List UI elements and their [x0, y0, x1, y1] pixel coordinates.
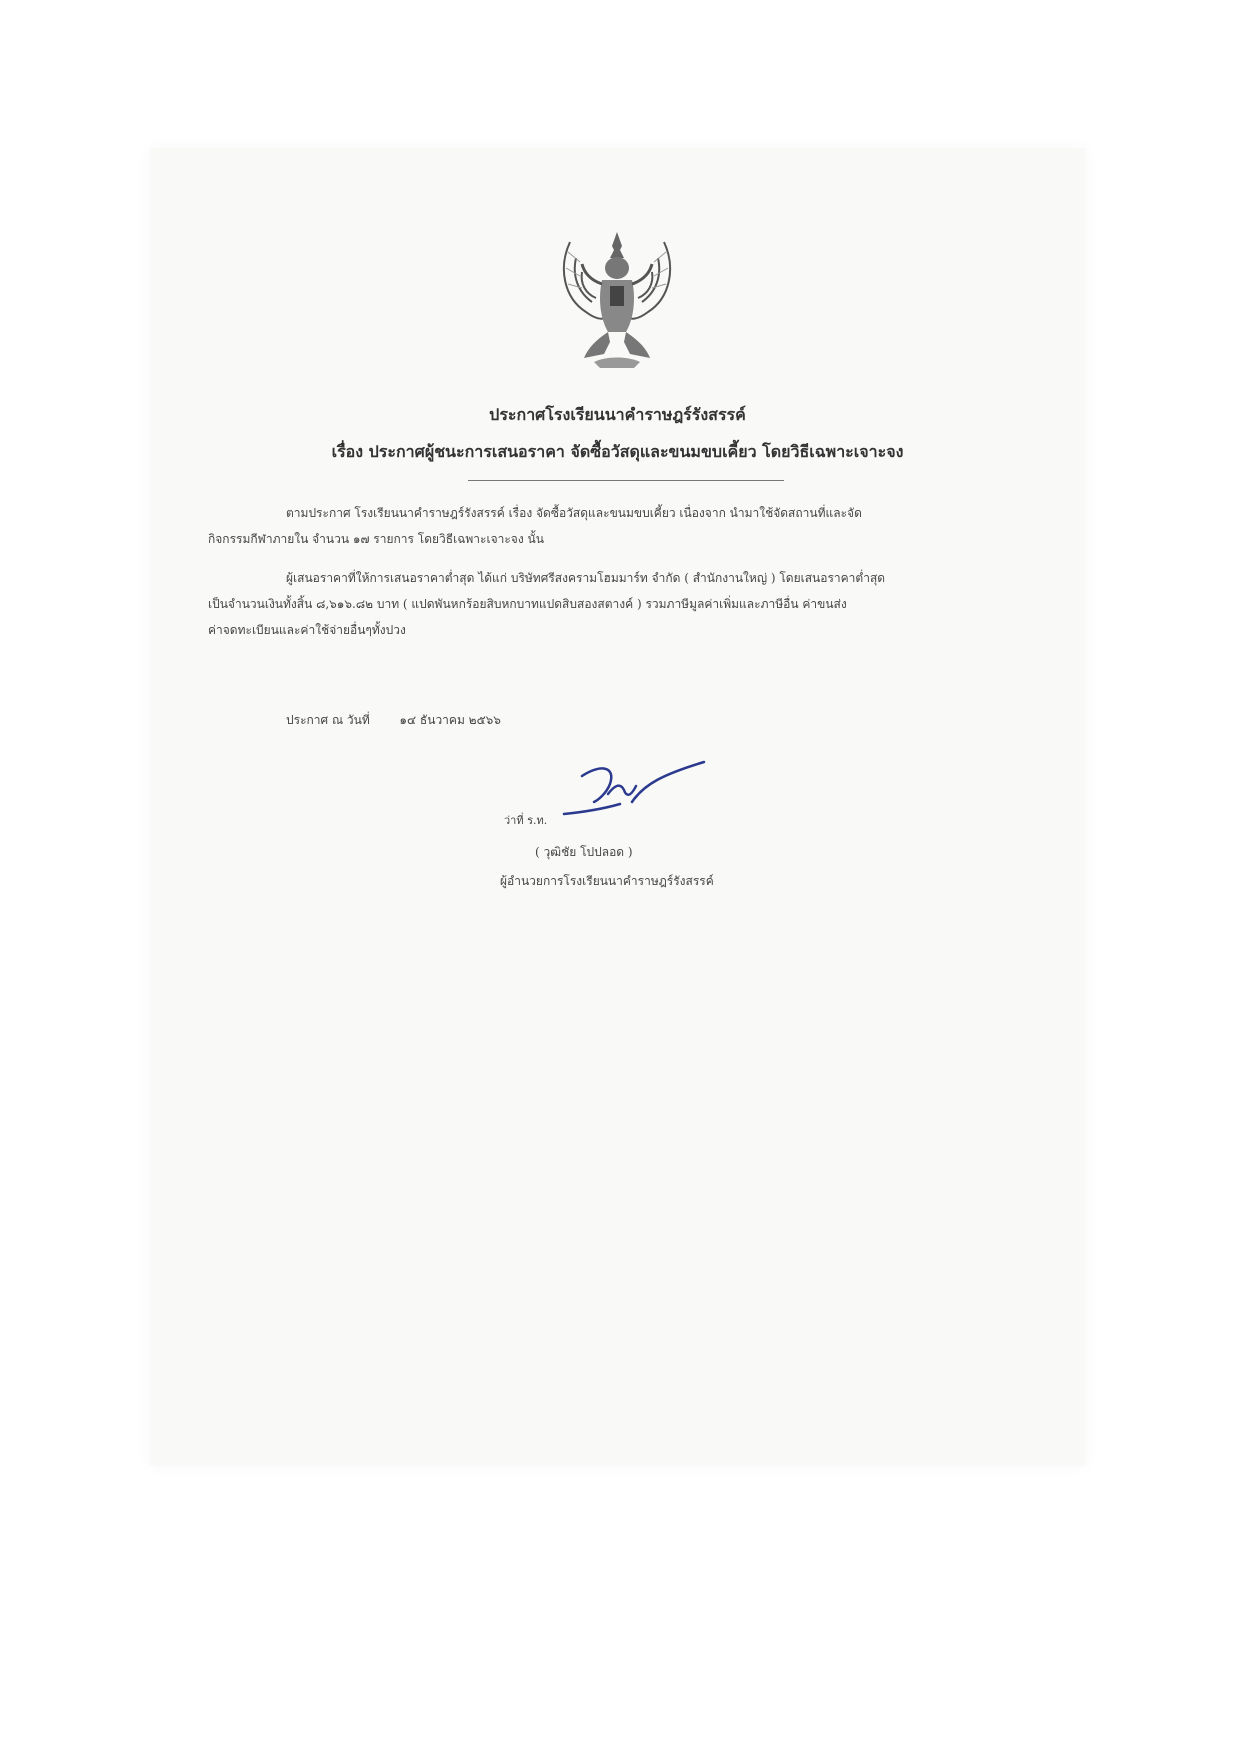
paragraph-reference	[208, 500, 1028, 552]
date-value: ๑๔ ธันวาคม ๒๕๖๖	[399, 713, 501, 727]
paragraph-line: เป็นจำนวนเงินทั้งสิ้น ๘,๖๑๖.๘๒ บาท ( แปดพันหกร้อยสิบหกบาทแปดสิบสองสตางค์ ) รวมภาษีมูลค่าเพิ่มและภาษีอื่น ค่าขนส่ง	[208, 597, 847, 611]
document-page	[150, 148, 1085, 1466]
title-divider	[468, 480, 784, 481]
paragraph-line: ค่าจดทะเบียนและค่าใช้จ่ายอื่นๆทั้งปวง	[208, 623, 406, 637]
signer-name: ( วุฒิชัย โปปลอด )	[535, 845, 633, 859]
paragraph-winner	[208, 565, 1028, 643]
paragraph-line: ผู้เสนอราคาที่ให้การเสนอราคาต่ำสุด ได้แก่ บริษัทศรีสงครามโฮมมาร์ท จำกัด ( สำนักงานใหญ่ ) โดยเสนอราคาต่ำสุด	[286, 571, 886, 585]
announcement-date	[286, 711, 501, 730]
paragraph-line: ตามประกาศ โรงเรียนนาคำราษฎร์รังสรรค์ เรื่อง จัดซื้อวัสดุและขนมขบเคี้ยว เนื่องจาก นำมาใช้จัดสถานที่และจัด	[286, 506, 862, 520]
signer-rank: ว่าที่ ร.ท.	[504, 814, 548, 827]
garuda-emblem-icon	[550, 228, 684, 370]
signer-position: ผู้อำนวยการโรงเรียนนาคำราษฎร์รังสรรค์	[500, 874, 714, 888]
announcement-subject: เรื่อง ประกาศผู้ชนะการเสนอราคา จัดซื้อวัสดุและขนมขบเคี้ยว โดยวิธีเฉพาะเจาะจง	[331, 442, 904, 461]
announcement-title: ประกาศโรงเรียนนาคำราษฎร์รังสรรค์	[489, 405, 746, 424]
signature-icon	[554, 756, 714, 828]
paragraph-line: กิจกรรมกีฬาภายใน จำนวน ๑๗ รายการ โดยวิธีเฉพาะเจาะจง นั้น	[208, 532, 544, 546]
date-label: ประกาศ ณ วันที่	[286, 713, 370, 727]
